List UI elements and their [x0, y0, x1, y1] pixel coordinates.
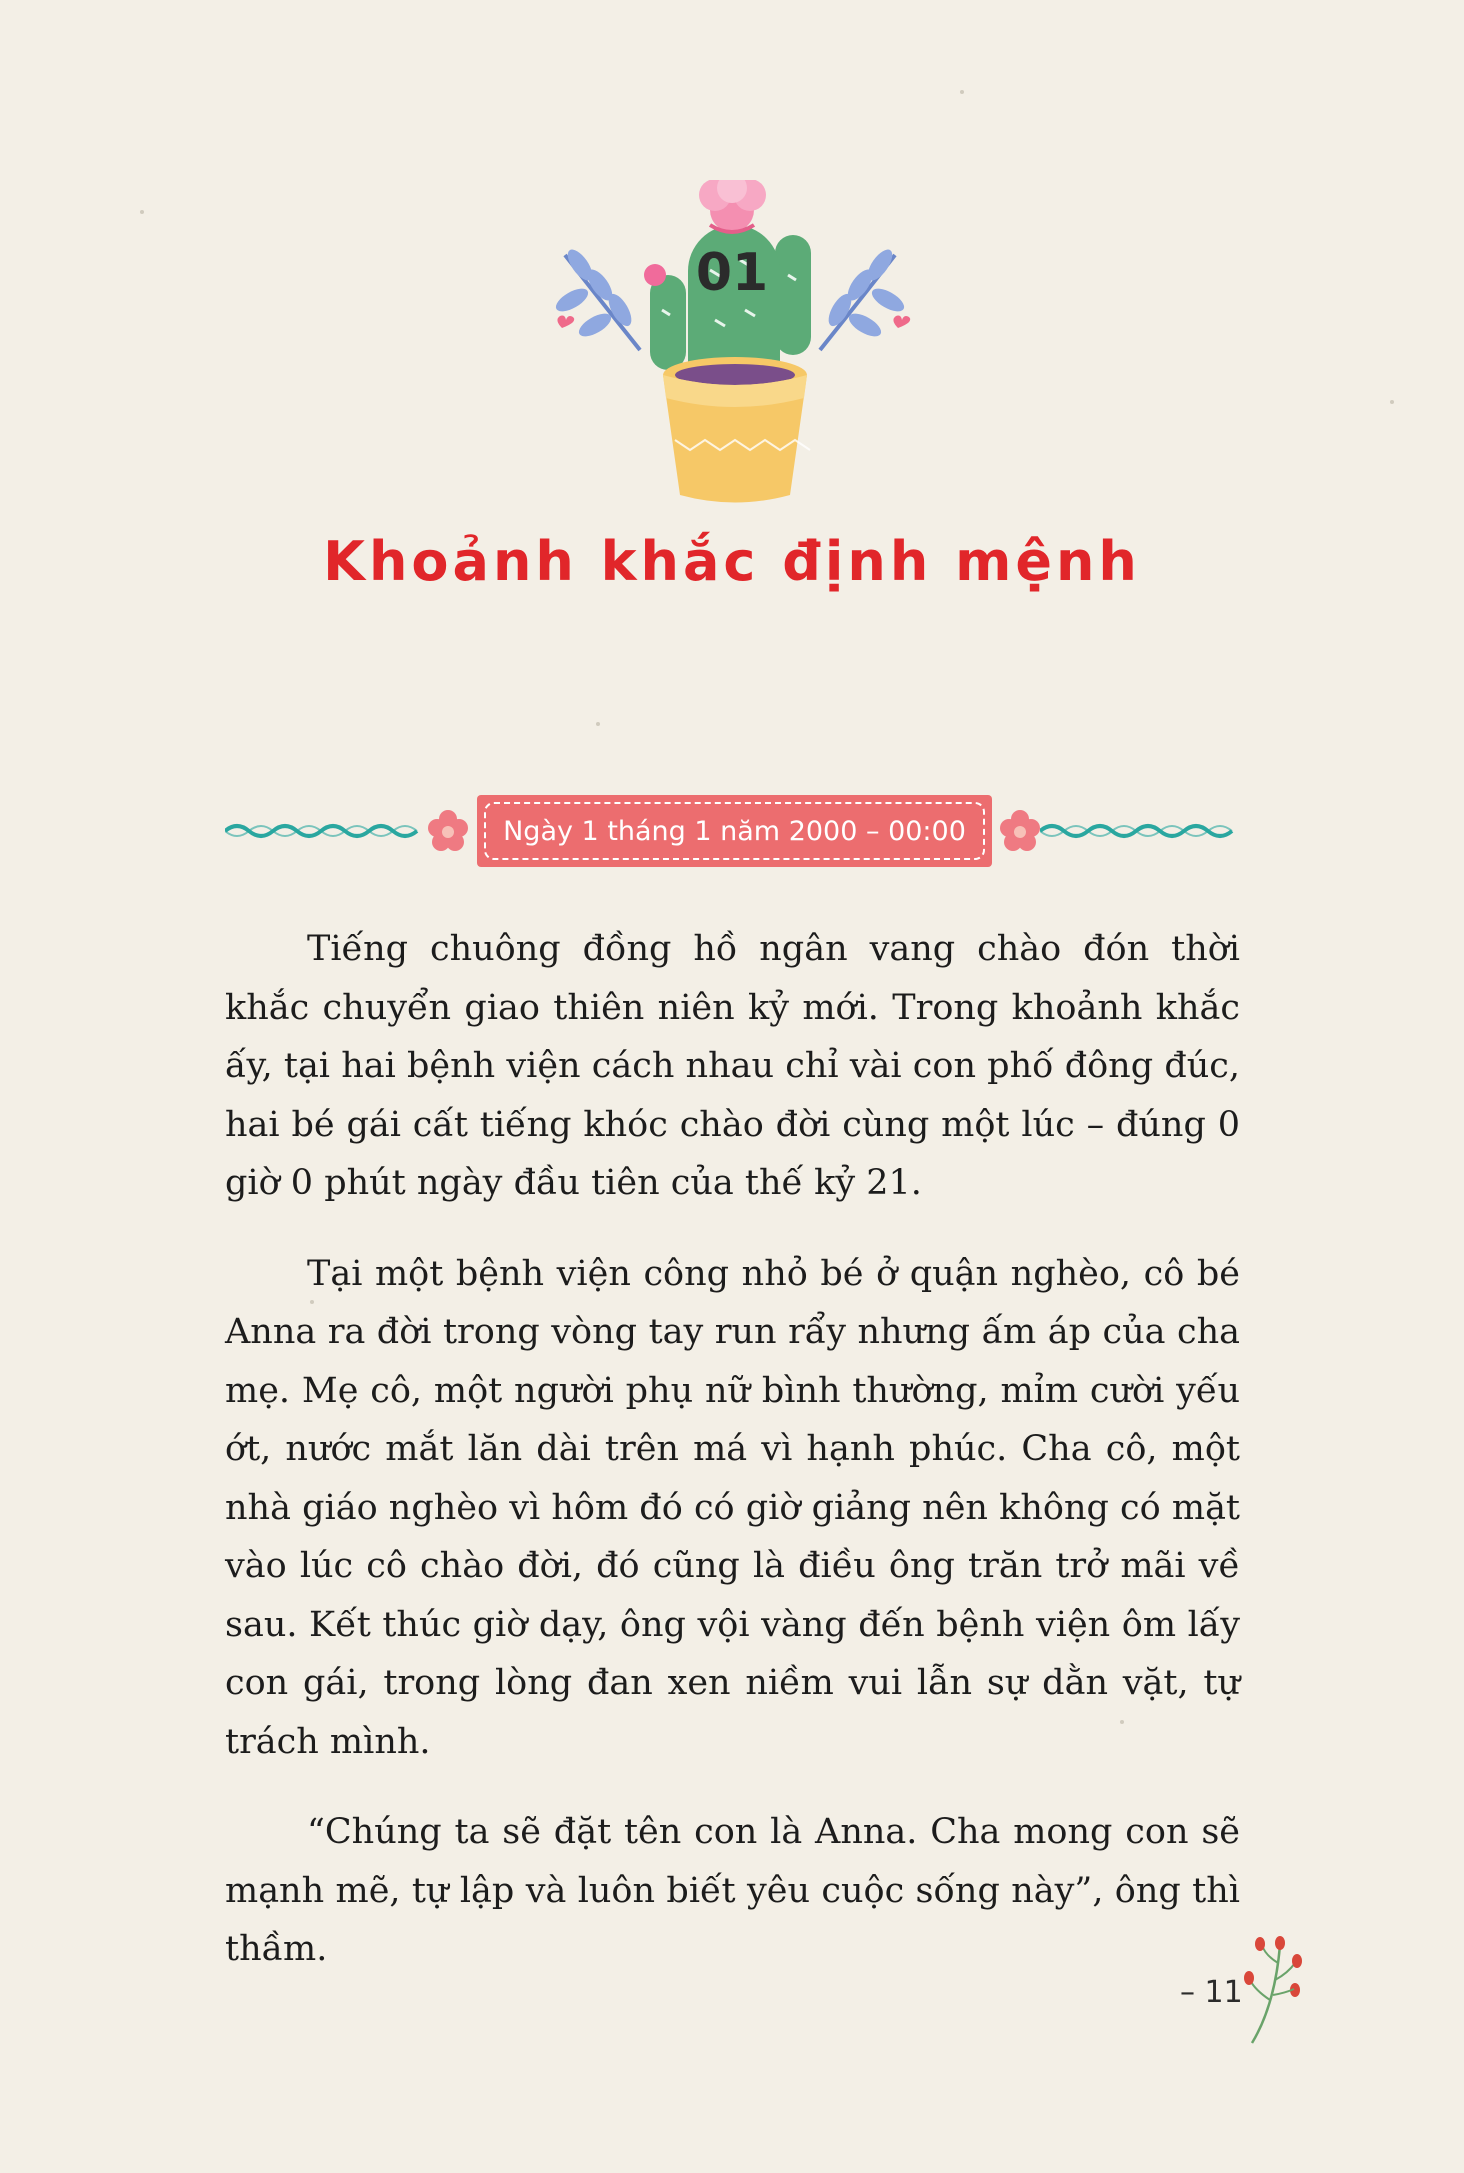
wave-divider-right [1040, 790, 1240, 872]
paragraph: “Chúng ta sẽ đặt tên con là Anna. Cha mong con sẽ mạnh mẽ, tự lập và luôn biết yêu cuộc sống này”, ông thì thầm. [225, 1812, 1240, 1969]
body-text [225, 920, 1240, 2011]
paper-speck [960, 90, 964, 94]
date-banner [477, 795, 992, 867]
chapter-title: Khoảnh khắc định mệnh [323, 530, 1141, 593]
cactus-pot-icon [540, 180, 930, 510]
chapter-number: 01 [695, 243, 769, 303]
page-number: – 11 [1180, 1975, 1243, 2010]
paper-speck [1390, 400, 1394, 404]
paper-speck [596, 722, 600, 726]
wave-divider-left [225, 790, 440, 872]
paper-speck [140, 210, 144, 214]
date-banner-row [225, 790, 1240, 872]
flower-icon [997, 808, 1043, 854]
paragraph: Tiếng chuông đồng hồ ngân vang chào đón thời khắc chuyển giao thiên niên kỷ mới. Trong khoảnh khắc ấy, tại hai bệnh viện cách nhau chỉ vài con phố đông đúc, hai bé gái cất tiếng khóc chào đời cùng một lúc – đúng 0 giờ 0 phút ngày đầu tiên của thế kỷ 21. [225, 929, 1240, 1203]
flower-icon [699, 180, 766, 232]
date-text: Ngày 1 tháng 1 năm 2000 – 00:00 [484, 802, 985, 860]
branch-icon [1240, 1935, 1310, 2045]
paragraph: Tại một bệnh viện công nhỏ bé ở quận nghèo, cô bé Anna ra đời trong vòng tay run rẩy nhưng ấm áp của cha mẹ. Mẹ cô, một người phụ nữ bình thường, mỉm cười yếu ớt, nước mắt lăn dài trên má vì hạnh phúc. Cha cô, một nhà giáo nghèo vì hôm đó có giờ giảng nên không có mặt vào lúc cô chào đời, đó cũng là điều ông trăn trở mãi về sau. Kết thúc giờ dạy, ông vội vàng đến bệnh viện ôm lấy con gái, trong lòng đan xen niềm vui lẫn sự dằn vặt, tự trách mình. [225, 1253, 1240, 1762]
flower-icon [425, 808, 471, 854]
